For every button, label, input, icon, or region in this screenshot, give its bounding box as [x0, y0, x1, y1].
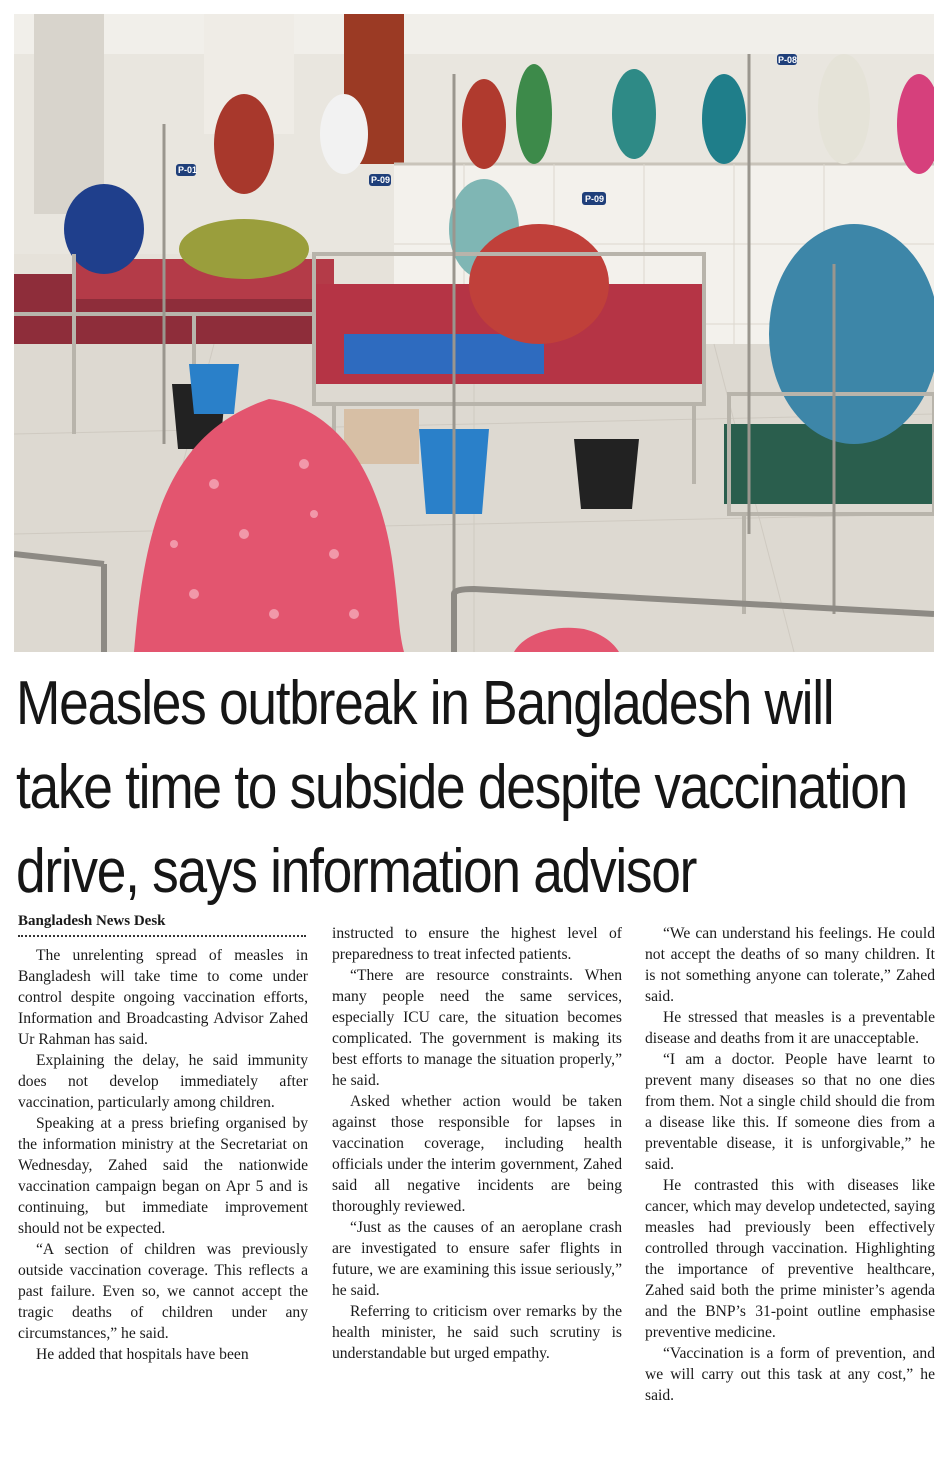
paragraph: “There are resource constraints. When many people need the same services, especially ICU care, the situation becomes complicated. The government is making its best efforts to manage the situation properly,” he said.	[332, 967, 622, 1089]
svg-text:P-08: P-08	[778, 55, 798, 65]
article-photo	[14, 14, 934, 652]
paragraph: He contrasted this with diseases like cancer, which may develop undetected, saying measles had previously been effectively controlled through vaccination. Highlighting the importance of preventive healthcare, Zahed said both the prime minister’s agenda and the BNP’s 31-point outline emphasise preventive medicine.	[645, 1177, 935, 1341]
paragraph: “We can understand his feelings. He could not accept the deaths of so many children. It is not something anyone can tolerate,” Zahed said.	[645, 925, 935, 1005]
paragraph: Asked whether action would be taken against those responsible for lapses in vaccination coverage, including health officials under the interim government, Zahed said all negative incidents are being thoroughly reviewed.	[332, 1093, 622, 1215]
headline-line-1: Measles outbreak in Bangladesh will	[16, 669, 834, 738]
paragraph: Speaking at a press briefing organised by the information ministry at the Secretariat on Wednesday, Zahed said the nationwide vaccination campaign began on Apr 5 and is continuing, but immediate improvement should not be expected.	[18, 1115, 308, 1237]
paragraph: “Just as the causes of an aeroplane crash are investigated to ensure safer flights in future, we are examining this issue seriously,” he said.	[332, 1219, 622, 1299]
headline-line-3: drive, says information advisor	[16, 837, 697, 906]
headline	[16, 662, 907, 914]
paragraph: The unrelenting spread of measles in Bangladesh will take time to come under control despite ongoing vaccination efforts, Information and Broadcasting Advisor Zahed Ur Rahman has said.	[18, 947, 308, 1048]
article-column-3	[645, 923, 935, 1406]
paragraph: He added that hospitals have been	[36, 1346, 249, 1363]
article-column-1	[18, 945, 308, 1365]
paragraph: “I am a doctor. People have learnt to prevent many diseases so that no one dies from them. Not a single child should die from a disease like this. If someone dies from a preventable disease, it is unforgivable,” he said.	[645, 1051, 935, 1173]
headline-line-2: take time to subside despite vaccination	[16, 753, 907, 822]
hospital-ward-illustration	[14, 14, 934, 652]
paragraph: instructed to ensure the highest level of preparedness to treat infected patients.	[332, 925, 622, 963]
paragraph: “A section of children was previously outside vaccination coverage. This reflects a past failure. Even so, we cannot accept the tragic deaths of children under any circumstances,” he said.	[18, 1241, 308, 1342]
paragraph: “Vaccination is a form of prevention, and we will carry out this task at any cost,” he said.	[645, 1345, 935, 1404]
paragraph: Referring to criticism over remarks by the health minister, he said such scrutiny is understandable but urged empathy.	[332, 1303, 622, 1362]
svg-text:P-01: P-01	[178, 165, 198, 175]
paragraph: Explaining the delay, he said immunity does not develop immediately after vaccination, particularly among children.	[18, 1052, 308, 1111]
paragraph: He stressed that measles is a preventable disease and deaths from it are unacceptable.	[645, 1009, 935, 1047]
svg-text:P-09: P-09	[371, 175, 391, 185]
svg-text:P-09: P-09	[585, 194, 605, 204]
article-column-2	[332, 923, 622, 1364]
byline: Bangladesh News Desk	[18, 910, 306, 937]
